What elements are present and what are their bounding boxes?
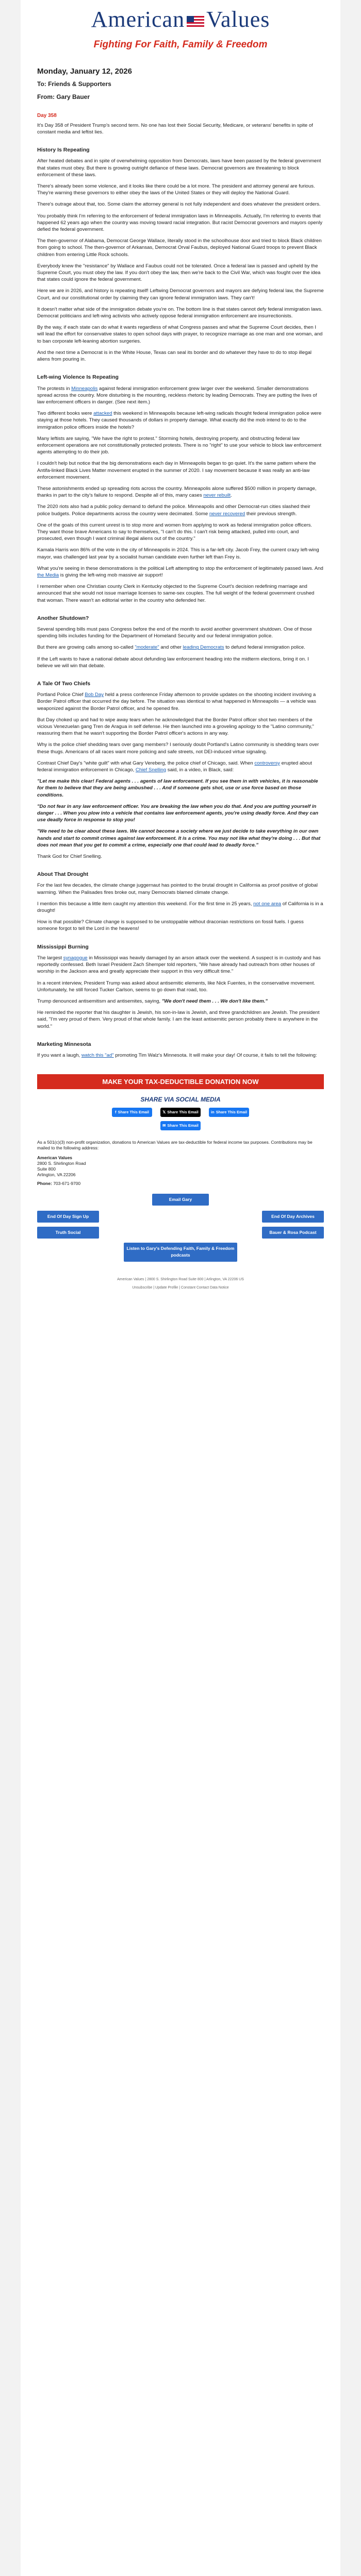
text: If you want a laugh,: [37, 1052, 81, 1058]
paragraph: Here we are in 2026, and history is repeating itself! Leftwing Democrat governors and mayors are defying federal law, the Supreme Court, and our constitutional order by claiming they can ignore federal immigration laws. They can't!: [37, 288, 324, 301]
paragraph: [37, 644, 324, 651]
day-count: Day 358: [37, 112, 57, 118]
paragraph: It doesn't matter what side of the immigration debate you're on. The bottom line is that states cannot defy federal immigration laws. Democrat politicians and left-wing activists who actively oppose federal immigration enforcement are insurrectionists.: [37, 306, 323, 319]
paragraph: I remember when one Christian county Clerk in Kentucky objected to the Supreme Court's decision redefining marriage and announced that she would not issue marriage licenses to same-sex couples. The full weight of the federal government crushed that woman. There wasn't an editorial writer in the country who defended her.: [37, 584, 315, 603]
text: in Mississippi was heavily damaged by an arson attack over the weekend. A suspect is in custody and has reportedly confessed. Beth Israel President Zach Shemper told reporters, "We have already had outreach from other houses of worship in the Jackson area and greatly appreciate their support in this very difficult time.": [37, 955, 321, 975]
footer: [37, 1271, 324, 1291]
phone-label: Phone:: [37, 1180, 52, 1186]
podcast-button[interactable]: Bauer & Rosa Podcast: [262, 1227, 324, 1239]
inline-link[interactable]: the Media: [37, 572, 59, 578]
text: But there are growing calls among so-called: [37, 645, 135, 651]
text: I mention this because a little item caught my attention this weekend. For the first time in 25 years,: [37, 901, 254, 907]
text: The 2020 riots also had a public policy demand to defund the police. Minneapolis and other Democrat-run cities slashed their police budgets. Police departments across the country were decimated. Some: [37, 504, 310, 517]
paragraph: Kamala Harris won 86% of the vote in the city of Minneapolis in 2024. This is a far-left city. Jacob Frey, the current crazy left-wing mayor, was challenged last year by a socialist human candidate even further left than Frey is.: [37, 547, 319, 560]
inline-link[interactable]: Chief Snelling: [135, 767, 167, 773]
section-title: A Tale Of Two Chiefs: [37, 681, 91, 687]
inline-link[interactable]: "moderate": [135, 645, 159, 651]
quote: "Do not fear in any law enforcement officer. You are breaking the law when you do that. And you are putting yourself in danger . . . When you plow into a vehicle that contains law enforcement agents, you're using deadly force. And they can use deadly force in response to stop you!: [37, 803, 319, 823]
text: is giving the left-wing mob massive air support!: [59, 572, 163, 578]
text: to defund federal immigration police.: [224, 645, 305, 651]
paragraph: [37, 385, 324, 406]
text: Trump denounced antisemitism and antisemites, saying,: [37, 998, 162, 1004]
flag-icon: [187, 16, 204, 27]
org-address: 2800 S. Shirlington Road: [37, 1160, 86, 1166]
button-grid: [37, 1227, 324, 1239]
paragraph: After heated debates and in spite of overwhelming opposition from Democrats, laws have been passed by the federal government that states must obey. But there is growing outright defiance of these laws. Democrat governors are threatening to block enforcement of these laws.: [37, 158, 321, 178]
text: Contrast Chief Day's "white guilt" with what Gary Vereberg, the police chief of Chicago, said. When: [37, 760, 255, 766]
share-label: Share This Email: [167, 1109, 199, 1114]
truth-social-button[interactable]: Truth Social: [37, 1227, 99, 1239]
share-x-button[interactable]: [160, 1108, 201, 1117]
footer-address: American Values | 2800 S. Shirlington Road Suite 800 | Arlington, VA 22206 US: [117, 1277, 244, 1281]
logo-text-left: American: [91, 7, 185, 32]
text: their previous strength.: [245, 511, 297, 517]
share-row: [37, 1121, 324, 1130]
org-address: Arlington, VA 22206: [37, 1172, 76, 1177]
paragraph: If the Left wants to have a national debate about defunding law enforcement heading into the midterm elections, bring it on. I believe we will win that debate.: [37, 656, 309, 669]
inline-link[interactable]: Bob Day: [85, 692, 104, 698]
inline-link[interactable]: never recovered: [209, 511, 245, 517]
paragraph: Several spending bills must pass Congress before the end of the month to avoid another government shutdown. One of those spending bills includes funding for the Department of Homeland Security and our federal immigration police.: [37, 626, 312, 639]
inline-link[interactable]: synagogue: [63, 955, 88, 961]
paragraph: Thank God for Chief Snelling.: [37, 854, 102, 860]
text: Portland Police Chief: [37, 692, 85, 698]
share-facebook-button[interactable]: [112, 1108, 152, 1117]
share-title: SHARE VIA SOCIAL MEDIA: [140, 1096, 221, 1104]
inline-link[interactable]: watch this "ad": [81, 1052, 114, 1058]
section-title: Mississippi Burning: [37, 943, 89, 950]
share-linkedin-button[interactable]: [209, 1108, 249, 1117]
text: These astonishments ended up spreading riots across the country. Minneapolis alone suffered $500 million in property damage, thanks in part to the city's failure to respond. Despite all of this, many cases: [37, 485, 317, 499]
org-name: American Values: [37, 1155, 73, 1160]
text: erupted about federal immigration enforcement in Chicago,: [37, 760, 312, 773]
section-title: Left-wing Violence Is Repeating: [37, 374, 119, 381]
paragraph: [37, 955, 324, 975]
paragraph: Everybody knew the "resistance" by Wallace and Faubus could not be tolerated. Once a federal law is passed and upheld by the Supreme Court, you must obey the law. If you don't obey the law, then we're back to the Civil War, which was fought over the idea that states could ignore the federal government.: [37, 263, 321, 283]
share-label: Share This Email: [118, 1109, 149, 1114]
archives-button[interactable]: End Of Day Archives: [262, 1211, 324, 1223]
quote: "We need to be clear about these laws. We cannot become a society where we just decide to take everything in our own hands and start to commit crimes against law enforcement. It is a crime. You may not like what they're doing . . . But that does not mean that you get to commit a crime, especially one that could lead to deadly force.": [37, 828, 321, 848]
inline-link[interactable]: not one area: [253, 901, 282, 907]
text: held a press conference Friday afternoon to provide updates on the shooting incident involving a Border Patrol officer that occurred the day before. The situation was identical to what happened in Minneapolis — a vehicle was weaponized against the Border Patrol officer, and he opened fire.: [37, 692, 316, 711]
x-icon: 𝕏: [162, 1109, 166, 1114]
email-icon: ✉: [162, 1123, 166, 1128]
org-info: [37, 1140, 324, 1187]
share-label: Share This Email: [167, 1123, 199, 1128]
org-address: Suite 800: [37, 1166, 56, 1172]
tagline: Fighting For Faith, Family & Freedom: [93, 39, 268, 50]
paragraph: One of the goals of this current unrest is to stop more and women from applying to work as federal immigration police officers. They want those brave Americans to say to themselves, "I can't do this. I can't risk being attacked, pulled into court, and prosecuted, even though I want criminal illegal aliens out of the country.": [37, 522, 313, 542]
donate-button[interactable]: MAKE YOUR TAX-DEDUCTIBLE DONATION NOW: [37, 1074, 324, 1089]
inline-link[interactable]: never rebuilt: [203, 493, 231, 499]
paragraph: [37, 760, 324, 773]
text: this weekend in Minneapolis because left-wing radicals thought federal immigration police were staying at those hotels. They caused thousands of dollars in property damage. What exactly did the mob intend to do to the immigration police officers inside the hotels?: [37, 411, 322, 430]
paragraph: You probably think I'm referring to the enforcement of federal immigration laws in Minneapolis. Actually, I'm referring to events that happened 62 years ago when the country was moving toward racial integration. But racist Democrat governors and mayors openly defied the federal government.: [37, 213, 323, 233]
inline-link[interactable]: Minneapolis: [71, 385, 98, 392]
text: of California is in a drought!: [37, 901, 323, 914]
text: The largest: [37, 955, 63, 961]
paragraph: [37, 1052, 324, 1059]
paragraph: How is that possible? Climate change is supposed to be unstoppable without draconian restrictions on fossil fuels. I guess someone forgot to tell the Lord in the heavens!: [37, 919, 304, 932]
share-label: Share This Email: [216, 1109, 248, 1114]
footer-links[interactable]: Unsubscribe | Update Profile | Constant Contact Data Notice: [132, 1285, 229, 1290]
share-row: [37, 1108, 324, 1117]
share-email-button[interactable]: [160, 1121, 201, 1130]
paragraph: There's outrage about that, too. Some claim the attorney general is not fully independent and does whatever the president orders.: [37, 201, 321, 208]
inline-link[interactable]: attacked: [93, 411, 112, 417]
facebook-icon: f: [115, 1109, 117, 1114]
paragraph: I couldn't help but notice that the big demonstrations each day in Minneapolis began to go quiet. It's the same pattern where the Antifa-linked Black Lives Matter movement erupted in the summer of 2020. I say movement because it was really an anti-law enforcement movement.: [37, 461, 316, 480]
text: said, in a video, in Black, said:: [166, 767, 234, 773]
paragraph: [37, 410, 324, 431]
paragraph: [37, 901, 324, 914]
section-title: Another Shutdown?: [37, 615, 89, 621]
org-phone: [37, 1181, 324, 1187]
quote: "Let me make this clear! Federal agents . . . agents of law enforcement. If you see them in with vehicles, it is reasonable for them to believe that they are being ambushed . . . And if someone gets shot, use or use force based on those conditions.: [37, 778, 318, 798]
text: against federal immigration enforcement grew larger over the weekend. Smaller demonstrations spread across the country. More disturbing is the mounting, reckless rhetoric by leading Democrats. They are putting the lives of law enforcement officers in danger. (See next item.): [37, 385, 317, 405]
section-title: About That Drought: [37, 871, 89, 878]
paragraph: [37, 503, 324, 517]
logo: [21, 7, 340, 32]
paragraph: [37, 691, 324, 712]
email-gary-button[interactable]: Email Gary: [152, 1194, 209, 1206]
email-container: [21, 0, 340, 2576]
text: The protests in: [37, 385, 72, 392]
paragraph: There's already been some violence, and it looks like there could be a lot more. The president and attorney general are furious. They're warning these governors to either obey the laws of the United States or they will deploy the National Guard.: [37, 183, 315, 196]
phone-number: 703-671-9700: [53, 1180, 81, 1186]
text: and other: [159, 645, 183, 651]
button-grid: [37, 1211, 324, 1223]
section-title: Marketing Minnesota: [37, 1041, 91, 1047]
text: What you're seeing in these demonstrations is the political Left attempting to stop the enforcement of legitimately passed laws. And: [37, 565, 323, 571]
paragraph: And the next time a Democrat is in the White House, Texas can seal its border and do whatever they have to do to stop illegal aliens from pouring in.: [37, 349, 312, 363]
paragraph: He reminded the reporter that his daughter is Jewish, his son-in-law is Jewish, and three grandchildren are Jewish. The president said, "I'm very proud of them. Very proud of that whole family. I am the least antisemitic person probably there is anywhere in the world.": [37, 1010, 320, 1029]
day-paragraph: It's Day 358 of President Trump's second term. No one has lost their Social Security, Medicare, or veterans' benefits in spite of constant media and leftist lies.: [37, 122, 313, 135]
linkedin-icon: in: [210, 1109, 215, 1114]
org-desc: As a 501(c)(3) non-profit organization, donations to American Values are tax-deductible for federal income tax purposes. Contributions may be mailed to the following address:: [37, 1139, 313, 1150]
paragraph: By the way, if each state can do what it wants regardless of what Congress passes and what the Supreme Court decides, then I will lead the effort for conservative states to open school days with prayer, to recognize marriage as one man and one woman, and to ban corporate left-leaning abortion surgeries.: [37, 325, 323, 344]
paragraph: [37, 485, 324, 499]
end-of-day-signup-button[interactable]: End Of Day Sign Up: [37, 1211, 99, 1223]
paragraph: [37, 565, 324, 579]
listen-podcasts-button[interactable]: Listen to Gary's Defending Faith, Family & Freedom podcasts: [124, 1243, 237, 1261]
date-heading: Monday, January 12, 2026: [37, 67, 132, 76]
email-body: [21, 55, 340, 1291]
quote: "We don't need them . . . We don't like them.": [161, 998, 268, 1004]
paragraph: But Day choked up and had to wipe away tears when he acknowledged that the Border Patrol officer shot two members of the vicious Venezuelan gang Tren de Aragua in self defense. He then launched into a groveling apology to the "Latino community," reassuring them that he wasn't supporting the Border Patrol officer's actions in any way.: [37, 717, 314, 737]
text: .: [231, 493, 232, 499]
paragraph: Why is the police chief shedding tears over gang members? I seriously doubt Portland's Latino community is shedding tears over these thugs. Americans of all races want more policing and safe streets, not DEI-induced virtue signaling.: [37, 742, 319, 755]
logo-text-right: Values: [206, 7, 270, 32]
from-line: From: Gary Bauer: [37, 93, 90, 101]
text: promoting Tim Walz's Minnesota. It will make your day! Of course, it fails to tell the following:: [113, 1052, 317, 1058]
paragraph: Many leftists are saying, "We have the right to protest." Storming hotels, destroying property, and obstructing federal law enforcement operations are not constitutionally protected protests. There is no "right" to use your vehicle to block law enforcement agents attempting to do their job.: [37, 435, 322, 455]
paragraph: In a recent interview, President Trump was asked about antisemitic elements, like Nick Fuentes, in the conservative movement. Unfortunately, he still forced Tucker Carlson, seems to go down that road, too.: [37, 980, 316, 993]
email-header: [21, 0, 340, 55]
to-line: To: Friends & Supporters: [37, 80, 111, 88]
text: Two different books were: [37, 411, 94, 417]
inline-link[interactable]: leading Democrats: [183, 645, 224, 651]
paragraph: The then-governor of Alabama, Democrat George Wallace, literally stood in the schoolhouse door and tried to block Black children from going to school. The then-governor of Arkansas, Democrat Orval Faubus, deployed National Guard troops to prevent Black children from entering Little Rock schools.: [37, 238, 322, 258]
section-title: History Is Repeating: [37, 147, 90, 154]
inline-link[interactable]: controversy: [254, 760, 280, 766]
paragraph: For the last few decades, the climate change juggernaut has pointed to the brutal drought in California as proof positive of global warming. When the Palisades fires broke out, many Democrats blamed climate change.: [37, 883, 318, 895]
paragraph: [37, 998, 324, 1005]
